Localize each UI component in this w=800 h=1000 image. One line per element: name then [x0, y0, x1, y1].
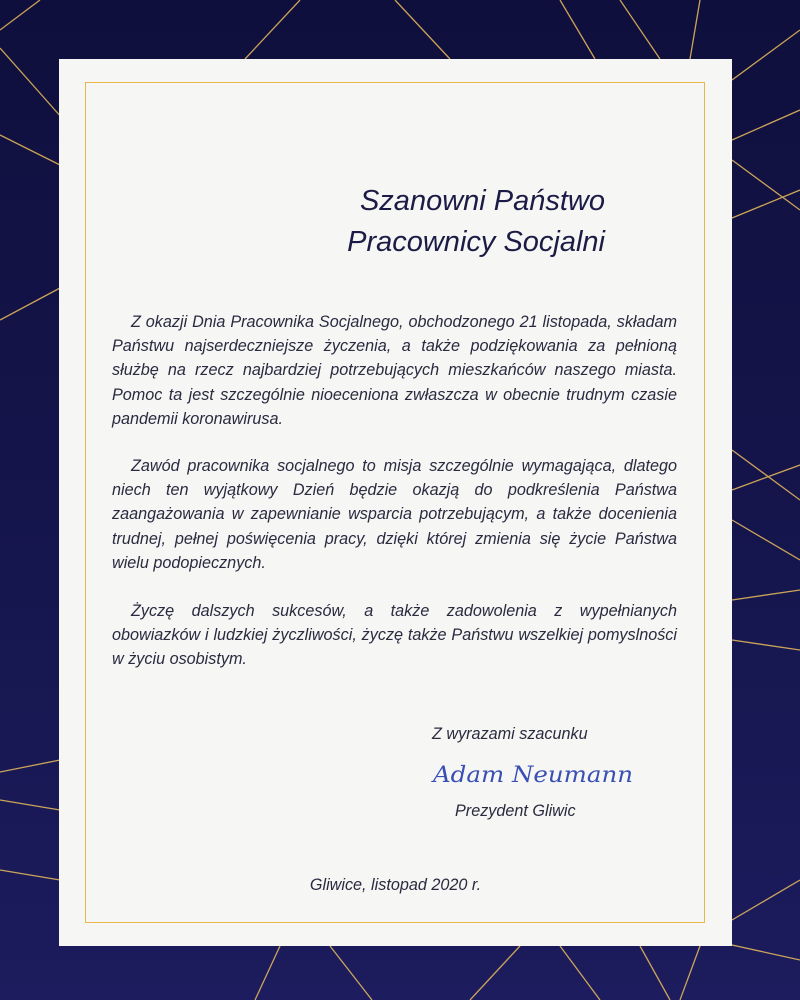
- bg-line: [470, 946, 520, 1000]
- bg-line: [732, 110, 800, 140]
- bg-line: [680, 946, 700, 1000]
- letter-paragraph-3: Życzę dalszych sukcesów, a także zadowolenia z wypełnianych obowiazków i ludzkiej życzliwości, życzę także Państwu wszelkiej pomyslności w życiu osobistym.: [112, 602, 677, 669]
- bg-line: [732, 160, 800, 210]
- bg-line: [732, 190, 800, 218]
- closing-line: Z wyrazami szacunku: [432, 725, 588, 743]
- bg-line: [732, 880, 800, 920]
- letter-paragraph-2: Zawód pracownika socjalnego to misja szczególnie wymagająca, dlatego niech ten wyjątkowy Dzień będzie okazją do podkreślenia Państwa zaangażowania w zapewnianie wsparcia potrzebującym, a także docenienia trudnej, pełnej poświęcenia pracy, dzięki której zmienia się życie Państwa wielu podopiecznych.: [112, 457, 677, 572]
- bg-line: [620, 0, 660, 59]
- bg-line: [395, 0, 450, 59]
- bg-line: [732, 465, 800, 490]
- bg-line: [732, 945, 800, 960]
- bg-line: [0, 760, 60, 772]
- bg-line: [0, 48, 62, 118]
- greeting-line-2: Pracownicy Socjalni: [347, 226, 605, 258]
- letter-card: [59, 59, 732, 946]
- handwritten-signature: [429, 752, 639, 796]
- greeting: [347, 181, 605, 263]
- bg-line: [560, 946, 600, 1000]
- bg-line: [732, 450, 800, 500]
- bg-line: [0, 0, 40, 30]
- letter-paragraph-1: Z okazji Dnia Pracownika Socjalnego, obchodzonego 21 listopada, składam Państwu najserdeczniejsze życzenia, a także podziękowania za pełnioną służbę na rzecz najbardziej potrzebujących mieszkańców naszego miasta. Pomoc ta jest szczególnie nioeceniona zwłaszcza w obecnie trudnym czasie pandemii koronawirusa.: [112, 313, 677, 428]
- bg-line: [245, 0, 300, 59]
- bg-line: [732, 590, 800, 600]
- greeting-line-1: Szanowni Państwo: [359, 185, 605, 217]
- bg-line: [732, 30, 800, 80]
- bg-line: [0, 135, 60, 165]
- bg-line: [0, 800, 60, 810]
- bg-line: [560, 0, 595, 59]
- bg-line: [732, 640, 800, 650]
- bg-line: [690, 0, 700, 59]
- signatory-title: Prezydent Gliwic: [455, 802, 576, 820]
- bg-line: [0, 288, 60, 320]
- bg-line: [330, 946, 372, 1000]
- bg-line: [732, 520, 800, 560]
- place-date: Gliwice, listopad 2020 r.: [309, 876, 482, 894]
- bg-line: [0, 870, 60, 880]
- signature-text: Adam Neumann: [430, 763, 633, 788]
- bg-line: [640, 946, 670, 1000]
- bg-line: [255, 946, 280, 1000]
